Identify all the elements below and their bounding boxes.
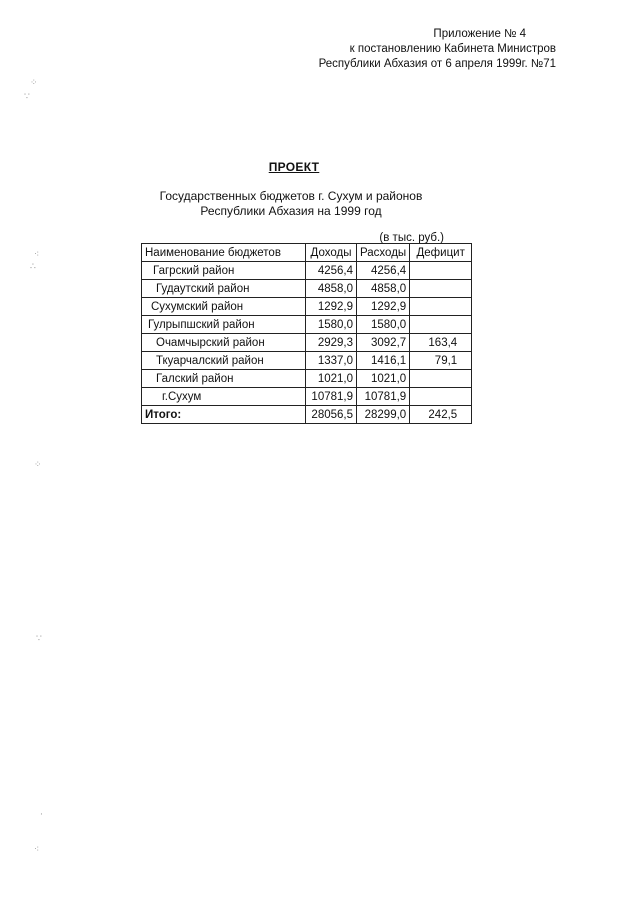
subtitle-line-2: Республики Абхазия на 1999 год xyxy=(200,204,382,218)
row-name: Гулрыпшский район xyxy=(142,316,306,334)
row-deficit: 163,4 xyxy=(410,334,472,352)
row-income: 1292,9 xyxy=(306,298,357,316)
table-row xyxy=(142,352,472,370)
row-name: Ткуарчалский район xyxy=(142,352,306,370)
row-expense: 4256,4 xyxy=(357,262,410,280)
table-row xyxy=(142,262,472,280)
row-name: Гагрский район xyxy=(142,262,306,280)
total-expense: 28299,0 xyxy=(357,406,410,424)
appendix-number: Приложение № 4 xyxy=(433,28,526,40)
budget-table xyxy=(141,243,472,424)
row-deficit xyxy=(410,280,472,298)
scan-speck: ⁖ xyxy=(34,250,40,260)
scan-speck: ⁘ xyxy=(30,78,38,88)
table-row xyxy=(142,298,472,316)
document-subtitle xyxy=(0,189,582,219)
row-deficit xyxy=(410,298,472,316)
row-income: 1337,0 xyxy=(306,352,357,370)
total-row xyxy=(142,406,472,424)
row-name: Сухумский район xyxy=(142,298,306,316)
document-title: ПРОЕКТ xyxy=(268,160,320,174)
row-income: 1580,0 xyxy=(306,316,357,334)
row-deficit xyxy=(410,388,472,406)
row-expense: 1021,0 xyxy=(357,370,410,388)
row-expense: 10781,9 xyxy=(357,388,410,406)
scan-speck: ⁘ xyxy=(34,460,42,470)
row-expense: 4858,0 xyxy=(357,280,410,298)
row-deficit xyxy=(410,316,472,334)
row-expense: 1580,0 xyxy=(357,316,410,334)
column-header-deficit: Дефицит xyxy=(410,244,472,262)
total-deficit: 242,5 xyxy=(410,406,472,424)
row-name: Гудаутский район xyxy=(142,280,306,298)
row-expense: 1416,1 xyxy=(357,352,410,370)
row-income: 10781,9 xyxy=(306,388,357,406)
table-header-row xyxy=(142,244,472,262)
subtitle-line-1: Государственных бюджетов г. Сухум и районов xyxy=(159,189,423,203)
column-header-expense: Расходы xyxy=(357,244,410,262)
row-name: Галский район xyxy=(142,370,306,388)
row-income: 4858,0 xyxy=(306,280,357,298)
scan-speck: ∴ xyxy=(30,262,36,272)
table-row xyxy=(142,388,472,406)
scan-speck: ∵ xyxy=(36,634,42,644)
row-deficit xyxy=(410,370,472,388)
column-header-income: Доходы xyxy=(306,244,357,262)
table-row xyxy=(142,334,472,352)
row-deficit xyxy=(410,262,472,280)
row-deficit: 79,1 xyxy=(410,352,472,370)
decree-reference: к постановлению Кабинета Министров xyxy=(349,43,556,55)
row-income: 4256,4 xyxy=(306,262,357,280)
total-label: Итого: xyxy=(142,406,306,424)
total-income: 28056,5 xyxy=(306,406,357,424)
scan-speck: ∵ xyxy=(24,92,30,102)
decree-date: Республики Абхазия от 6 апреля 1999г. №71 xyxy=(318,58,556,70)
row-income: 2929,3 xyxy=(306,334,357,352)
table-row xyxy=(142,280,472,298)
units-note: (в тыс. руб.) xyxy=(379,232,444,244)
row-income: 1021,0 xyxy=(306,370,357,388)
row-expense: 1292,9 xyxy=(357,298,410,316)
row-name: г.Сухум xyxy=(142,388,306,406)
table-row xyxy=(142,370,472,388)
scan-speck: ⁖ xyxy=(34,845,40,855)
row-expense: 3092,7 xyxy=(357,334,410,352)
table-row xyxy=(142,316,472,334)
appendix-header xyxy=(256,27,556,72)
column-header-name: Наименование бюджетов xyxy=(142,244,306,262)
row-name: Очамчырский район xyxy=(142,334,306,352)
scan-speck: · xyxy=(40,810,43,820)
